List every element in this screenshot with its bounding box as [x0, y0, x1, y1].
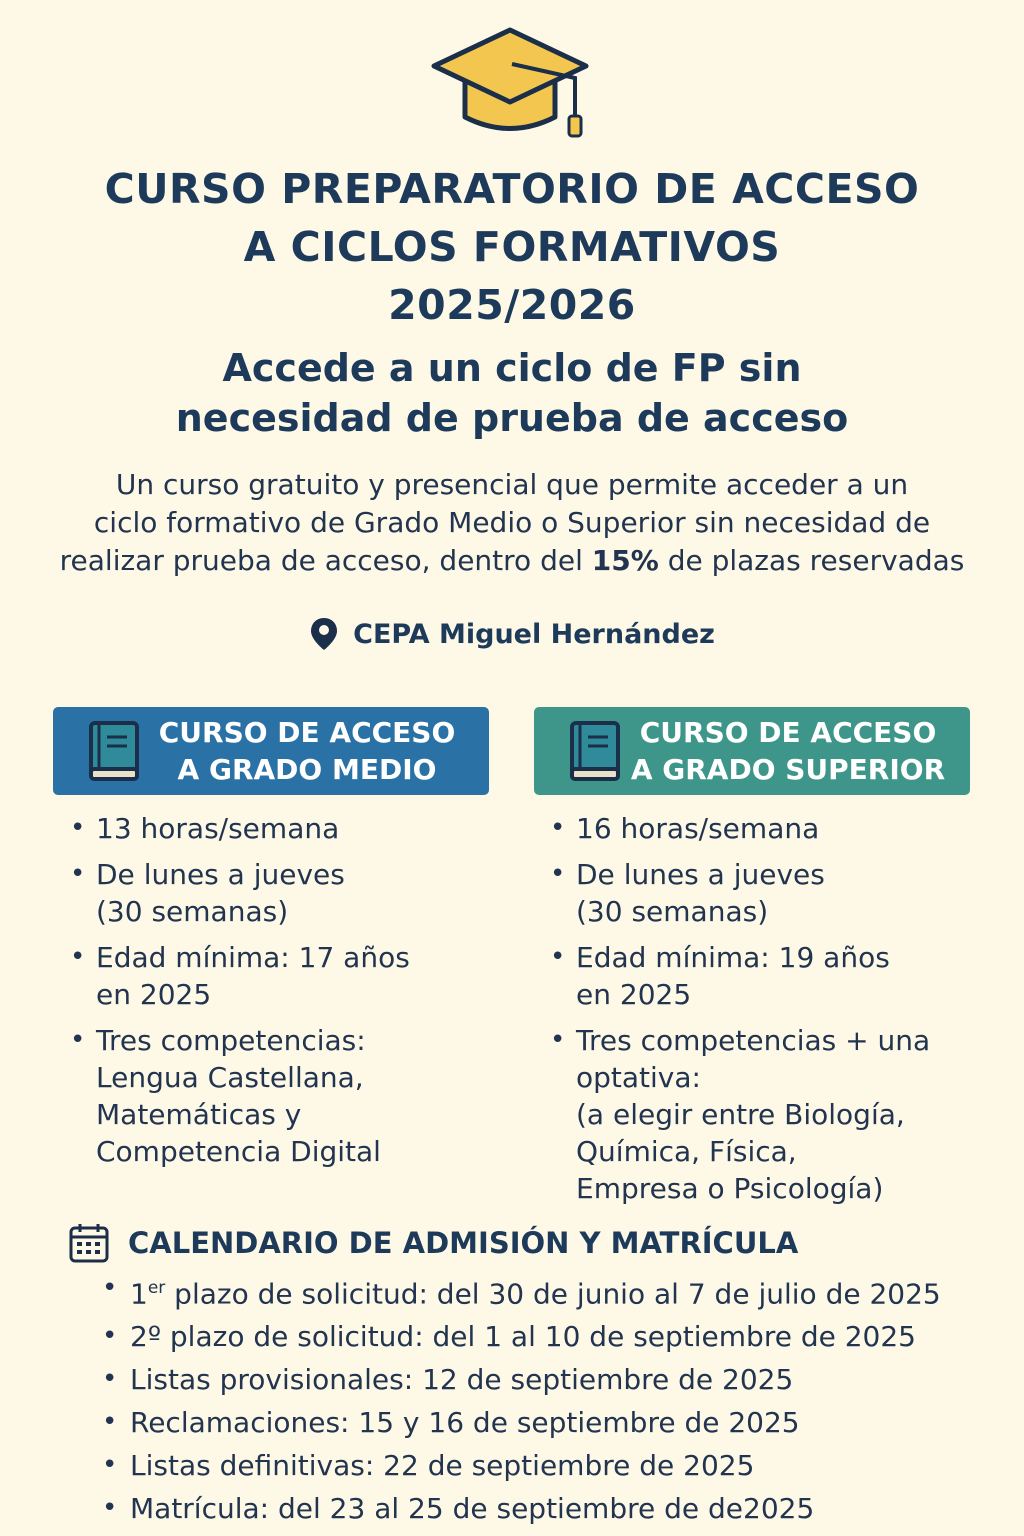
description-line: ciclo formativo de Grado Medio o Superior sin necesidad de [93, 506, 931, 539]
list-item-line: (30 semanas) [576, 895, 769, 928]
card-title [143, 714, 489, 788]
card-title [624, 714, 970, 788]
list-item: • Listas provisionales: 12 de septiembre de 2025 [100, 1358, 1000, 1401]
title-year: 2025/2026 [388, 281, 636, 329]
list-item: • Matrícula: del 23 al 25 de septiembre de de2025 [100, 1487, 1000, 1530]
list-item-line: (30 semanas) [96, 895, 289, 928]
grado-superior-details [548, 810, 978, 1216]
list-item-line: (a elegir entre Biología, [576, 1098, 905, 1131]
list-item-line: • 13 horas/semana [96, 812, 340, 845]
map-pin-icon [309, 616, 339, 652]
grado-medio-details [68, 810, 488, 1179]
list-item-line: • Tres competencias: [96, 1024, 366, 1057]
list-item-line: • De lunes a jueves [576, 858, 825, 891]
reserved-percentage: 15% [591, 544, 659, 577]
subtitle-line: Accede a un ciclo de FP sin [222, 346, 802, 390]
list-item-line: • De lunes a jueves [96, 858, 345, 891]
description-text: de plazas reservadas [658, 544, 965, 577]
location [0, 616, 1024, 652]
list-item [548, 1022, 978, 1207]
graduation-cap-icon [430, 22, 590, 144]
list-item-line: Competencia Digital [96, 1135, 381, 1168]
list-item [68, 856, 488, 930]
ordinal-suffix: er [147, 1278, 166, 1298]
ordinal: 1 [130, 1277, 148, 1311]
list-item-line: • Edad mínima: 19 años [576, 941, 890, 974]
list-item [548, 856, 978, 930]
book-icon [85, 719, 143, 783]
list-item-line: • Tres competencias + una [576, 1024, 931, 1057]
list-item: • Reclamaciones: 15 y 16 de septiembre de 2025 [100, 1401, 1000, 1444]
list-item [68, 939, 488, 1013]
book-icon [566, 719, 624, 783]
description-text: realizar prueba de acceso, dentro del [59, 544, 592, 577]
list-item-line: Matemáticas y [96, 1098, 302, 1131]
list-item-line: • Edad mínima: 17 años [96, 941, 410, 974]
list-item-line: Empresa o Psicología) [576, 1172, 884, 1205]
calendar-heading [68, 1222, 798, 1264]
subtitle-line: necesidad de prueba de acceso [175, 396, 849, 440]
list-item-line: Química, Física, [576, 1135, 797, 1168]
list-item-line: en 2025 [96, 978, 212, 1011]
subtitle [0, 343, 1024, 443]
list-item-line: • 16 horas/semana [576, 812, 820, 845]
list-item [68, 810, 488, 847]
description-line: Un curso gratuito y presencial que permite acceder a un [115, 468, 909, 501]
card-title-line: A GRADO SUPERIOR [630, 753, 946, 786]
list-item-line: Lengua Castellana, [96, 1061, 364, 1094]
page-title [0, 160, 1024, 334]
list-item-line: optativa: [576, 1061, 701, 1094]
list-item [548, 810, 978, 847]
list-item [68, 1022, 488, 1170]
calendar-icon [68, 1222, 110, 1264]
calendar-title: CALENDARIO DE ADMISIÓN Y MATRÍCULA [128, 1226, 799, 1260]
list-item-text: plazo de solicitud: del 30 de junio al 7 de julio de 2025 [165, 1277, 941, 1311]
title-line: CURSO PREPARATORIO DE ACCESO [104, 165, 920, 213]
description-line [40, 542, 984, 580]
list-item: • 2º plazo de solicitud: del 1 al 10 de septiembre de 2025 [100, 1315, 1000, 1358]
list-item: • Listas definitivas: 22 de septiembre de 2025 [100, 1444, 1000, 1487]
card-grado-medio [53, 707, 489, 795]
title-line: A CICLOS FORMATIVOS [243, 223, 781, 271]
list-item-line: en 2025 [576, 978, 692, 1011]
location-name: CEPA Miguel Hernández [353, 618, 715, 650]
description [40, 466, 984, 580]
card-grado-superior [534, 707, 970, 795]
card-title-line: A GRADO MEDIO [177, 753, 437, 786]
calendar-list [100, 1267, 1000, 1530]
card-title-line: CURSO DE ACCESO [158, 716, 456, 749]
list-item [548, 939, 978, 1013]
list-item [100, 1267, 1000, 1315]
card-title-line: CURSO DE ACCESO [639, 716, 937, 749]
